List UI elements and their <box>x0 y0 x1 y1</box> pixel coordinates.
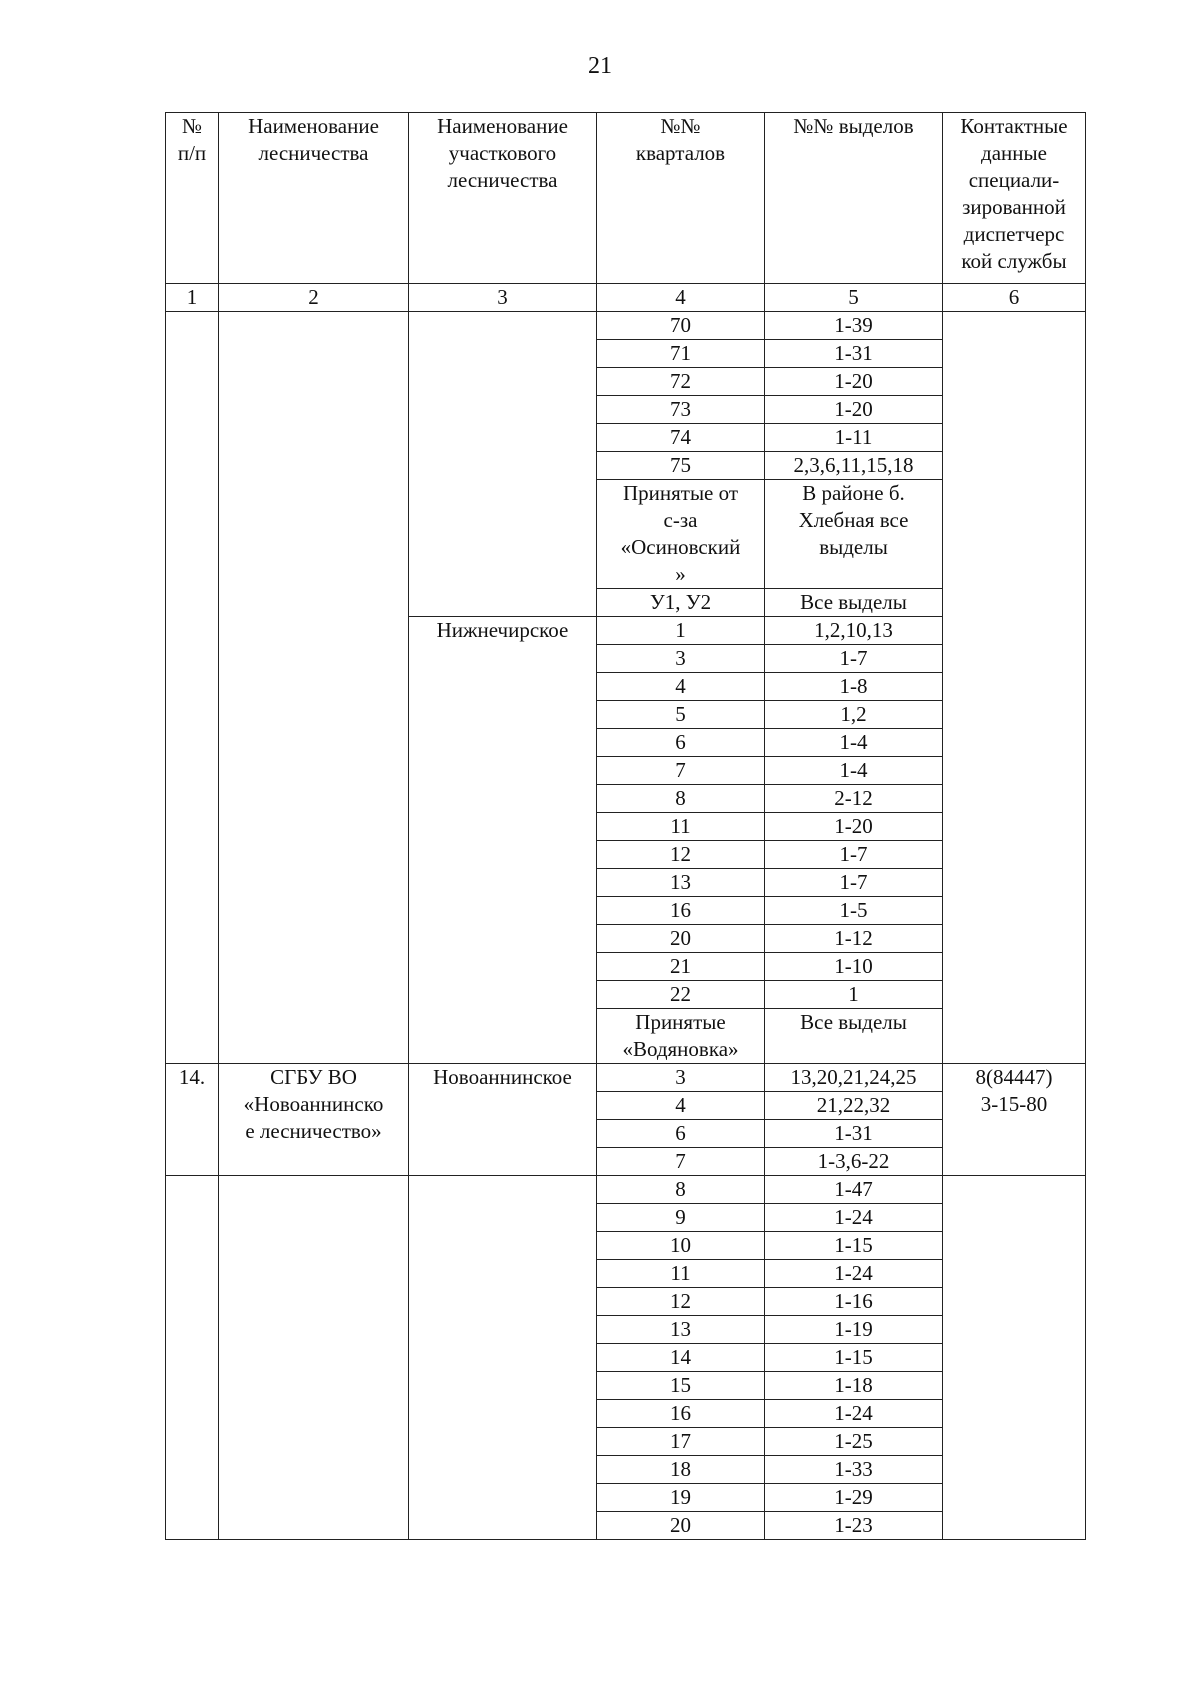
header-kvartaly: №№ кварталов <box>597 113 765 284</box>
videl-cell: 1-47 <box>765 1176 943 1204</box>
videl-cell: 1-11 <box>765 424 943 452</box>
videl-cell: В районе б. Хлебная все выделы <box>765 480 943 589</box>
forestry-table <box>165 112 1086 1540</box>
uchastok-cell: Новоаннинское <box>409 1064 597 1176</box>
table-row <box>166 1064 1086 1092</box>
videl-cell: 1 <box>765 981 943 1009</box>
kvartal-cell: 72 <box>597 368 765 396</box>
kvartal-cell: 73 <box>597 396 765 424</box>
kvartal-cell: 1 <box>597 617 765 645</box>
kvartal-cell: 70 <box>597 312 765 340</box>
kvartal-cell: 5 <box>597 701 765 729</box>
table-row <box>166 1176 1086 1204</box>
kvartal-cell: 16 <box>597 897 765 925</box>
kvartal-cell: 7 <box>597 757 765 785</box>
kvartal-cell: 75 <box>597 452 765 480</box>
header-contact: Контактные данные специали- зированной диспетчерс кой службы <box>943 113 1086 284</box>
videl-cell: 1-12 <box>765 925 943 953</box>
uchastok-cell <box>409 1176 597 1540</box>
videl-cell: 1-5 <box>765 897 943 925</box>
videl-cell: 1-29 <box>765 1484 943 1512</box>
kvartal-cell: 20 <box>597 925 765 953</box>
kvartal-cell: 4 <box>597 673 765 701</box>
header-lesnichestvo: Наименование лесничества <box>219 113 409 284</box>
videl-cell: 1,2,10,13 <box>765 617 943 645</box>
kvartal-cell: 12 <box>597 841 765 869</box>
contact-cell <box>943 1176 1086 1540</box>
kvartal-cell: 11 <box>597 1260 765 1288</box>
videl-cell: 1-18 <box>765 1372 943 1400</box>
kvartal-cell: 10 <box>597 1232 765 1260</box>
kvartal-cell: 8 <box>597 1176 765 1204</box>
header-row <box>166 113 1086 284</box>
videl-cell: 1-7 <box>765 841 943 869</box>
kvartal-cell: 12 <box>597 1288 765 1316</box>
lesnichestvo-cell <box>219 1176 409 1540</box>
videl-cell: 1-31 <box>765 1120 943 1148</box>
videl-cell: 21,22,32 <box>765 1092 943 1120</box>
number-cell <box>166 1176 219 1540</box>
videl-cell: 1-33 <box>765 1456 943 1484</box>
videl-cell: 13,20,21,24,25 <box>765 1064 943 1092</box>
videl-cell: 1-4 <box>765 729 943 757</box>
videl-cell: 1-16 <box>765 1288 943 1316</box>
videl-cell: 1,2 <box>765 701 943 729</box>
column-number: 4 <box>597 284 765 312</box>
kvartal-cell: 7 <box>597 1148 765 1176</box>
column-number: 2 <box>219 284 409 312</box>
table-body <box>166 312 1086 1540</box>
kvartal-cell: 9 <box>597 1204 765 1232</box>
videl-cell: 1-8 <box>765 673 943 701</box>
table-row <box>166 312 1086 340</box>
videl-cell: 1-3,6-22 <box>765 1148 943 1176</box>
kvartal-cell: 16 <box>597 1400 765 1428</box>
uchastok-cell <box>409 312 597 617</box>
kvartal-cell: Принятые «Водяновка» <box>597 1009 765 1064</box>
kvartal-cell: 6 <box>597 729 765 757</box>
kvartal-cell: 14 <box>597 1344 765 1372</box>
column-number: 1 <box>166 284 219 312</box>
kvartal-cell: 17 <box>597 1428 765 1456</box>
kvartal-cell: 15 <box>597 1372 765 1400</box>
videl-cell: 1-24 <box>765 1204 943 1232</box>
kvartal-cell: 18 <box>597 1456 765 1484</box>
number-cell <box>166 312 219 1064</box>
kvartal-cell: 11 <box>597 813 765 841</box>
videl-cell: 1-24 <box>765 1260 943 1288</box>
kvartal-cell: 3 <box>597 1064 765 1092</box>
kvartal-cell: 13 <box>597 1316 765 1344</box>
kvartal-cell: 71 <box>597 340 765 368</box>
videl-cell: 1-19 <box>765 1316 943 1344</box>
videl-cell: 1-24 <box>765 1400 943 1428</box>
header-number: № п/п <box>166 113 219 284</box>
videl-cell: 1-23 <box>765 1512 943 1540</box>
column-number: 6 <box>943 284 1086 312</box>
lesnichestvo-cell <box>219 312 409 1064</box>
contact-cell <box>943 312 1086 1064</box>
page-number: 21 <box>588 53 612 79</box>
videl-cell: 1-20 <box>765 813 943 841</box>
kvartal-cell: Принятые от с-за «Осиновский » <box>597 480 765 589</box>
kvartal-cell: 74 <box>597 424 765 452</box>
videl-cell: 1-15 <box>765 1344 943 1372</box>
uchastok-cell: Нижнечирское <box>409 617 597 1064</box>
videl-cell: 1-31 <box>765 340 943 368</box>
kvartal-cell: 20 <box>597 1512 765 1540</box>
kvartal-cell: 8 <box>597 785 765 813</box>
videl-cell: 1-20 <box>765 396 943 424</box>
videl-cell: 1-15 <box>765 1232 943 1260</box>
kvartal-cell: 21 <box>597 953 765 981</box>
contact-cell: 8(84447) 3-15-80 <box>943 1064 1086 1176</box>
videl-cell: 1-20 <box>765 368 943 396</box>
videl-cell: 1-4 <box>765 757 943 785</box>
kvartal-cell: 22 <box>597 981 765 1009</box>
videl-cell: Все выделы <box>765 1009 943 1064</box>
header-uchastok: Наименование участкового лесничества <box>409 113 597 284</box>
kvartal-cell: 19 <box>597 1484 765 1512</box>
header-videly: №№ выделов <box>765 113 943 284</box>
kvartal-cell: У1, У2 <box>597 589 765 617</box>
videl-cell: 1-7 <box>765 645 943 673</box>
kvartal-cell: 4 <box>597 1092 765 1120</box>
videl-cell: 1-39 <box>765 312 943 340</box>
lesnichestvo-cell: СГБУ ВО «Новоаннинско е лесничество» <box>219 1064 409 1176</box>
videl-cell: 1-10 <box>765 953 943 981</box>
column-number: 5 <box>765 284 943 312</box>
kvartal-cell: 13 <box>597 869 765 897</box>
videl-cell: Все выделы <box>765 589 943 617</box>
column-number: 3 <box>409 284 597 312</box>
videl-cell: 2-12 <box>765 785 943 813</box>
kvartal-cell: 6 <box>597 1120 765 1148</box>
videl-cell: 1-25 <box>765 1428 943 1456</box>
number-cell: 14. <box>166 1064 219 1176</box>
videl-cell: 2,3,6,11,15,18 <box>765 452 943 480</box>
kvartal-cell: 3 <box>597 645 765 673</box>
column-number-row <box>166 284 1086 312</box>
videl-cell: 1-7 <box>765 869 943 897</box>
